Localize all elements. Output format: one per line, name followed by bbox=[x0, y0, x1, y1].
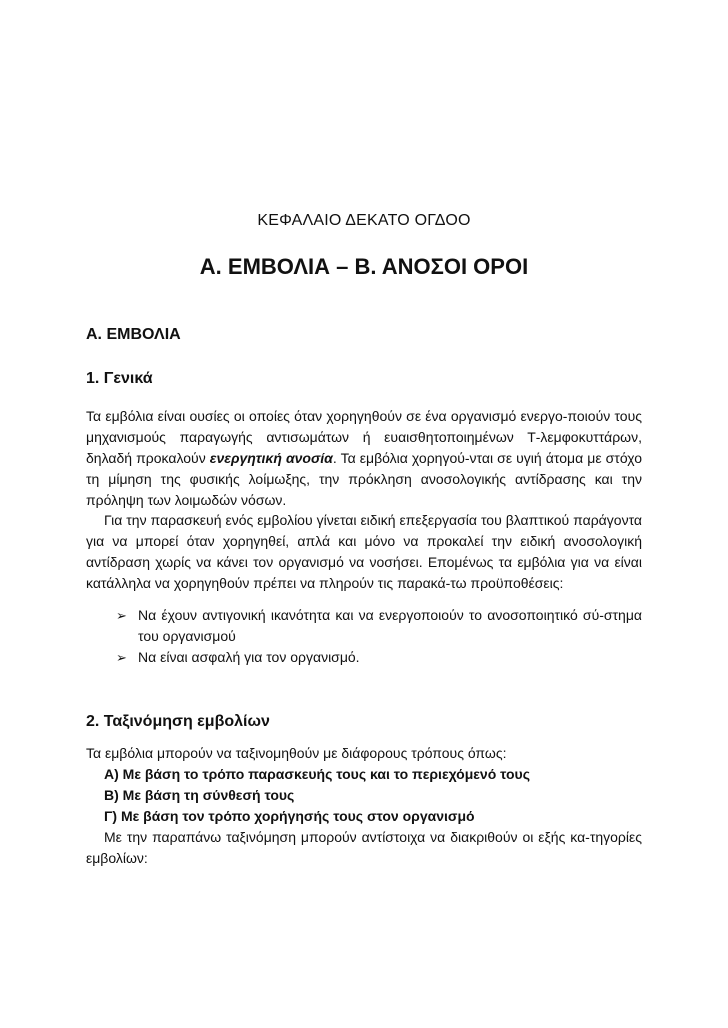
paragraph-text: Τα εμβόλια είναι ουσίες οι οποίες όταν χορηγηθούν σε ένα οργανισμό ενεργο-ποιούν τους μηχανισμούς παραγωγής αντισωμάτων ή ευαισθητοποιημένων Τ-λεμφοκυττάρων, δηλαδή προκαλούν bbox=[86, 408, 642, 466]
classification-item: Γ) Με βάση τον τρόπο χορήγησής τους στον οργανισμό bbox=[104, 808, 475, 824]
list-item bbox=[86, 605, 642, 647]
section-heading: Α. ΕΜΒΟΛΙΑ bbox=[86, 326, 181, 343]
page-title: Α. ΕΜΒΟΛΙΑ – Β. ΑΝΟΣΟΙ ΟΡΟΙ bbox=[199, 254, 529, 279]
paragraph-definition bbox=[86, 406, 642, 511]
list-item-text: Να έχουν αντιγονική ικανότητα και να ενεργοποιούν το ανοσοποιητικό σύ-στημα του οργανισμού bbox=[138, 607, 642, 644]
paragraph-text: . Τα εμβόλια χορηγού-νται σε υγιή άτομα με στόχο τη μίμηση της φυσικής λοίμωξης, την πρόκληση ανοσολογικής αντίδρασης και την πρόληψη των λοιμωδών νόσων. bbox=[86, 450, 642, 508]
paragraph-preparation: Για την παρασκευή ενός εμβολίου γίνεται ειδική επεξεργασία του βλαπτικού παράγοντα για να μπορεί όταν χορηγηθεί, απλά και μόνο να προκαλεί την ειδική ανοσολογική αντίδραση χωρίς να κάνει τον οργανισμό να νοσήσει. Επομένως τα εμβόλια για να είναι κατάλληλα να χορηγηθούν πρέπει να πληρούν τις παρακά-τω προϋποθέσεις: bbox=[86, 512, 642, 591]
bullet-list bbox=[86, 605, 642, 668]
arrow-bullet-icon: ➢ bbox=[116, 608, 127, 623]
emphasis-active-immunity: ενεργητική ανοσία bbox=[209, 450, 333, 466]
classification-item: Β) Με βάση τη σύνθεσή τους bbox=[104, 787, 295, 803]
subsection-heading-general: 1. Γενικά bbox=[86, 370, 153, 387]
subsection-heading-classification: 2. Ταξινόμηση εμβολίων bbox=[86, 713, 270, 730]
paragraph-categories: Με την παραπάνω ταξινόμηση μπορούν αντίστοιχα να διακριθούν οι εξής κα-τηγορίες εμβολίων: bbox=[86, 829, 642, 866]
chapter-label: ΚΕΦΑΛΑΙΟ ΔΕΚΑΤΟ ΟΓΔΟΟ bbox=[257, 212, 471, 229]
list-item-text: Να είναι ασφαλή για τον οργανισμό. bbox=[138, 649, 360, 665]
list-item bbox=[86, 647, 642, 668]
arrow-bullet-icon: ➢ bbox=[116, 650, 127, 665]
paragraph-classification-intro: Τα εμβόλια μπορούν να ταξινομηθούν με διάφορους τρόπους όπως: bbox=[86, 745, 507, 761]
classification-item: Α) Με βάση το τρόπο παρασκευής τους και το περιεχόμενό τους bbox=[104, 766, 530, 782]
